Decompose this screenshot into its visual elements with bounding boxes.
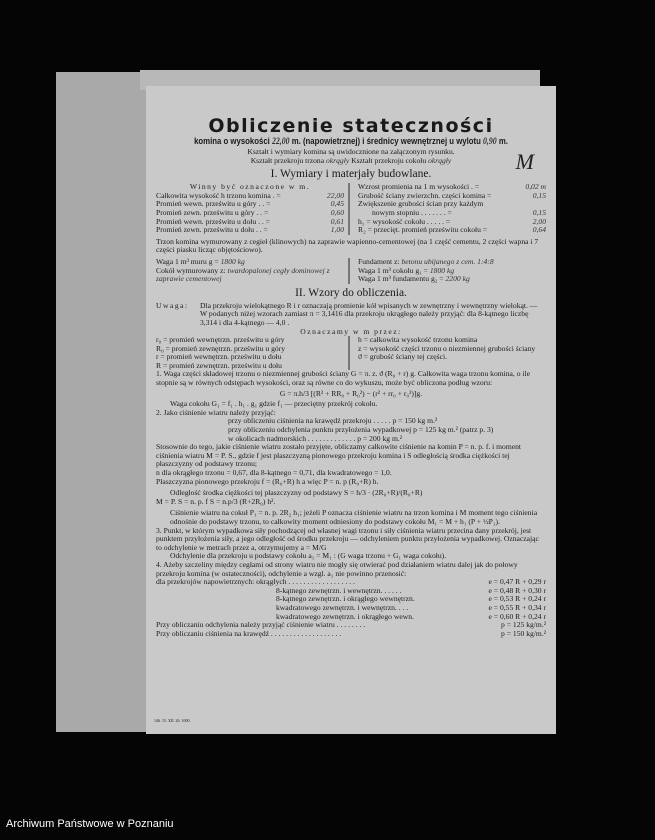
pressure-row: w okolicach nadmorskich . . . . . . . . . . . . . p = 200 kg m.² <box>228 433 403 443</box>
label: Promień wewn. prześwitu u dołu . . = <box>156 216 270 226</box>
stosownie-text: Stosownie do tego, jakie ciśnienie wiatru zostało przyjęte, obliczamy całkowite ciśnienie na komin P = n. p. f. i moment ciśnienia wiatru M = P. S., gdzie f jest płaszczyzną pionowego przekroju komina i S odległością środka ciężkości tej płaszczyzny od podstawy trzonu; <box>156 442 522 469</box>
document-subtitle <box>191 136 511 148</box>
subtitle-text: m. (napowietrznej) i średnicy wewnętrznej u wylotu <box>291 136 481 147</box>
label: Kształt przekroju cokołu <box>351 155 427 165</box>
value: twardopalonej cegły dominowej z zaprawie cementowej <box>156 265 330 284</box>
definitions-right <box>358 336 546 370</box>
label: kwadratowego zewnętrzn. i wewnętrzn. . . . <box>276 602 409 612</box>
label: Przy obliczaniu odchylenia należy przyjąć ciśnienie wiatru . . . . . . . . <box>156 620 366 630</box>
definition: R₀ = promień zewnętrzn. prześwitu u góry <box>156 343 286 353</box>
oznaczamy-heading: Oznaczamy w m przez: <box>300 326 402 336</box>
material-row <box>156 267 344 284</box>
label: Waga 1 m³ fundamentu g₂ = <box>358 274 444 284</box>
adjacent-page <box>56 72 148 732</box>
uwaga-note <box>156 302 546 328</box>
odchylenie-text: Odchylenie dla przekroju u podstawy cokołu a₁ = M₁ : (G waga trzonu + G₁ waga cokołu). <box>170 551 447 561</box>
lead: dla przekrojów napowietrznych: <box>156 577 255 587</box>
document-page <box>146 86 556 734</box>
column-heading: Winny być oznaczone w m. <box>189 182 311 192</box>
label: nowym stopniu . . . . . . . = <box>372 207 452 217</box>
definition: z = wysokość części trzonu o niezmiennej grubości ściany <box>358 343 536 353</box>
label: Kształt przekroju trzona <box>250 155 325 165</box>
value: betonu ubijanego z cem. 1:4:8 <box>401 256 494 266</box>
value: 1800 kg <box>220 256 245 266</box>
plaszczyzna-text: Płaszczyzna pionowego przekroju f = (R₀+R) h a więc P = n. p (R₀+R) h. <box>156 476 379 486</box>
value: e = 0,55 R + 0,34 r <box>488 602 546 612</box>
label: Promień zewn. prześwitu u dołu . . = <box>156 225 268 235</box>
value: e = 0,60 R + 0,24 r <box>488 611 546 621</box>
definition: r = promień wewnętrzn. prześwitu u dołu <box>156 352 282 362</box>
label: Zwiększenie grubości ścian przy każdym <box>358 199 484 209</box>
value: p = 150 kg/m.² <box>501 628 546 638</box>
label: Całkowita wysokość h trzonu komina . = <box>156 190 281 200</box>
label: kwadratowego zewnętrzn. i okrągłego wewn. <box>276 611 414 621</box>
value: 2200 kg <box>445 274 470 284</box>
point-2: 2. Jako ciśnienie wiatru należy przyjąć: <box>156 407 276 417</box>
definition: r₀ = promień wewnętrzn. prześwitu u góry <box>156 335 285 345</box>
value: 1800 kg <box>429 265 455 275</box>
document-title: Obliczenie stateczności <box>208 115 494 137</box>
value: 0,15 <box>532 190 546 200</box>
dimensions-right <box>358 183 546 235</box>
section-2-heading: II. Wzory do obliczenia. <box>295 286 407 299</box>
point-1: 1. Waga części składowej trzonu o niezmiennej grubości ściany G = π. z. ϑ (R₀ + r) g. Całkowita waga trzonu komina, o ile stopnie są w równych odstępach wysokości, oraz są równe co do wykuszu, może być obliczona podług wzoru: <box>156 369 531 388</box>
value: e = 0,53 R + 0,24 r <box>488 594 546 604</box>
point-3: 3. Punkt, w którym wypadkowa siły pochodzącej od własnej wagi trzonu i siły ciśnienia wiatru przecina dany przekrój, jest punktem przyłożenia siły, a jego odległość od środku przekroju — odchyleniem punktu przyłożenia wypadkowej. Oznaczając to odchylenie w metrach przez a, otrzymujemy a = M/G <box>156 525 539 552</box>
height-value: 22,00 <box>272 137 290 147</box>
value: 0,64 <box>532 225 546 235</box>
value: 2,00 <box>532 216 546 226</box>
cisnienie-cokol-text: Ciśnienie wiatru na cokuł P₁ = n. p. 2R₂ h₁; jeżeli P oznacza ciśnienie wiatru na trzon komina i M moment tego ciśnienia odnośnie do podstawy trzonu, to całkowity moment odniesiony do podstawy cokołu M₁ = M + h₁ (P + ½P₁). <box>170 508 538 526</box>
formula-g: G = π.h/3 [(R² + RR₀ + R₀²) − (r² + rr₀ + r₀²)]g. <box>279 388 423 398</box>
label: 8-kątnego zewnętrzn. i okrągłego wewnętrzn. <box>276 594 415 604</box>
value: e = 0,47 R + 0,29 r <box>488 577 546 587</box>
label: Promień wewn. prześwitu u góry . . = <box>156 199 271 209</box>
przy-row <box>156 630 546 639</box>
point-4: 4. Ażeby szczeliny między cegłami od strony wiatru nie mogły się otwierać pod działaniem wiatru dalej jak do połowy przekroju komina (w ostateczności), odchylenie a wzgl. a₁ nie powinno przenosić: <box>156 559 518 578</box>
subtitle-text: m. <box>498 136 508 147</box>
label: Wzrost promienia na 1 m wysokości . = <box>358 182 480 192</box>
label: Waga 1 m³ muru g = <box>156 256 219 266</box>
trzon-text: Trzon komina wymurowany z cegieł (klinowych) na zaprawie wapienno-cementowej (na 1 część cementu, 2 części wapna i 7 części piasku licząc objętościowo). <box>156 236 539 255</box>
label: Promień zewn. prześwitu u góry . . = <box>156 207 269 217</box>
value: 22,00 <box>326 190 344 200</box>
value: 1,00 <box>330 225 344 235</box>
definition: h = całkowita wysokość trzonu komina <box>358 335 478 345</box>
definition: R = promień zewnętrzn. prześwitu u dołu <box>156 360 282 370</box>
value: p = 125 kg/m.² <box>501 620 546 630</box>
n-coefficients: n dla okrągłego trzonu = 0,67, dla 8-kątnego = 0,71, dla kwadratowego = 1,0. <box>156 468 392 477</box>
archive-label: Archiwum Państwowe w Poznaniu <box>6 818 174 830</box>
handwritten-value: okrągły <box>428 155 452 165</box>
odleglosc-text: Odległość środka ciężkości tej płaszczyzny od podstawy S = h/3 · (2R₀+R)/(R₀+R) <box>170 488 423 498</box>
pressure-row: przy obliczeniu ciśnienia na krawędź przekroju . . . . . p = 150 kg m.² <box>228 416 438 426</box>
dimensions-table <box>156 183 546 235</box>
value: e = 0,48 R + 0,30 r <box>488 585 546 595</box>
definition: ϑ = grubość ściany tej części. <box>358 352 448 362</box>
materials-left <box>156 258 350 284</box>
label: Przy obliczaniu ciśnienia na krawędź . . . . . . . . . . . . . . . . . . . <box>156 628 342 638</box>
value: 0,02 m <box>525 182 546 192</box>
pressure-row: przy obliczeniu odchylenia punktu przyłożenia wypadkowej p = 125 kg m.² (patrz p. 3) <box>228 425 494 435</box>
material-row <box>358 275 546 284</box>
waga-cokolu-text: Waga cokołu G₁ = f₁ . h₁ . g₁ gdzie f₁ — przeciętny przekrój cokołu. <box>170 399 378 409</box>
label: h₁ = wysokość cokołu . . . . . = <box>358 216 451 226</box>
dimension-row <box>156 226 344 235</box>
label: Cokół wymurowany z: <box>156 265 226 275</box>
value: 0,45 <box>330 199 344 209</box>
dimension-row <box>358 226 546 235</box>
moment-formula: M = P. S = n. p. f S = n.p/3 (R+2R₀) h². <box>156 496 276 506</box>
label: 8-kątnego zewnętrzn. i wewnętrzn. . . . . . <box>276 585 402 595</box>
dimensions-left <box>156 183 350 235</box>
definitions <box>156 336 546 370</box>
label: Fundament z: <box>358 256 400 266</box>
label: R₂ = przecięt. promień prześwitu cokołu = <box>358 225 488 235</box>
label: Waga 1 m³ cokołu g₁ = <box>358 265 428 275</box>
value: 0,61 <box>330 216 344 226</box>
diameter-value: 0,90 <box>483 137 497 147</box>
uwaga-text: Dla przekroju wielokątnego R i r oznaczają promienie kół wpisanych w zewnętrzny i wewnętrzny wielokąt. — W podanych niżej wzorach zamiast π = 3,1416 dla przekroju okrągłego należy przyjąć: dla 8-kątnego liczbę 3,314 i dla 4-kątnego — 4,0 . <box>200 300 538 327</box>
print-note: 146. 15. XII. 26. 1000. <box>154 718 191 724</box>
subtitle-text: komina o wysokości <box>194 136 270 147</box>
uwaga-label: Uwaga: <box>156 300 189 310</box>
materials-right <box>358 258 546 284</box>
value: 0,60 <box>330 207 344 217</box>
margin-mark: M <box>515 149 534 174</box>
label: okrągłych . . . . . . . . . . . . . . . . . . <box>256 577 355 587</box>
handwritten-value: okrągły <box>326 155 350 165</box>
definitions-left <box>156 336 350 370</box>
materials-table <box>156 258 546 284</box>
shape-line: Kształt i wymiary komina są uwidocznione na załączonym rysunku. <box>247 147 455 156</box>
section-1-heading: I. Wymiary i materjały budowlane. <box>270 168 432 181</box>
label: Grubość ściany zwierzchn. części komina = <box>358 190 492 200</box>
value: 0,15 <box>532 207 546 217</box>
